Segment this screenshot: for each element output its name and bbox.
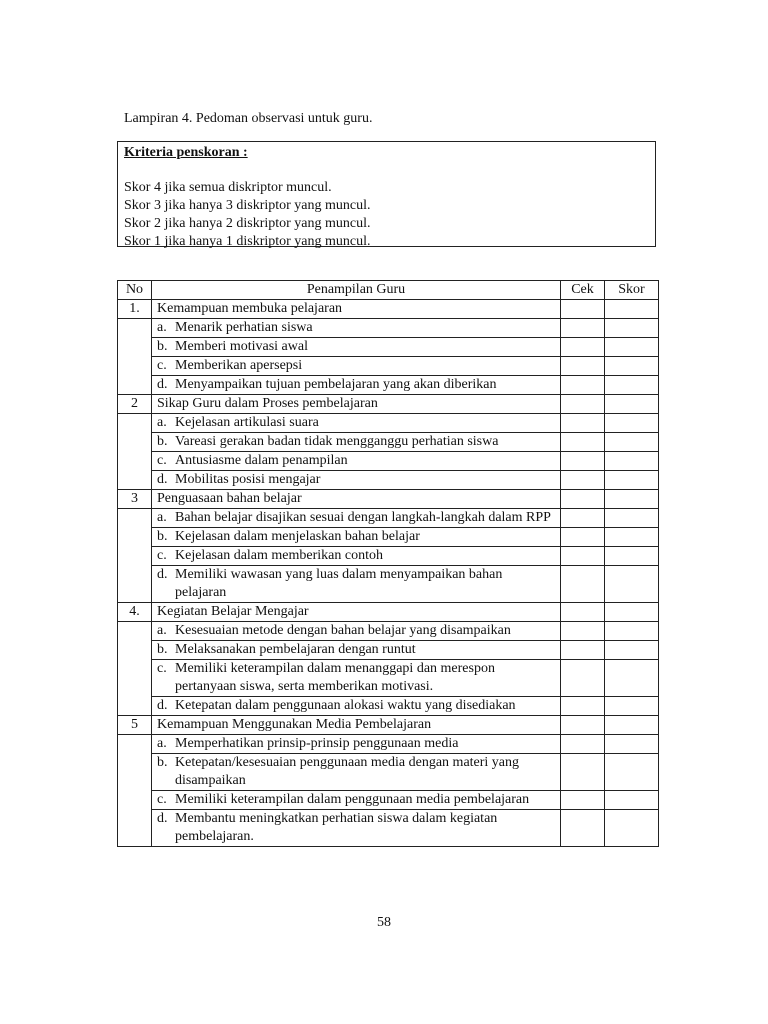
indicator-text: Antusiasme dalam penampilan [175,453,348,468]
criteria-title: Kriteria penskoran : [124,145,248,160]
indicator-text: Bahan belajar disajikan sesuai dengan langkah-langkah dalam RPP [175,510,551,525]
indicator-text: Ketepatan/kesesuaian penggunaan media dengan materi yang disampaikan [175,755,520,788]
indicator-text: Membantu meningkatkan perhatian siswa dalam kegiatan pembelajaran. [175,811,498,844]
indicator-row [118,509,659,528]
skor-cell[interactable] [605,547,659,566]
skor-cell[interactable] [605,395,659,414]
scoring-criteria-box [117,141,656,247]
cek-cell[interactable] [561,528,605,547]
indicator-letter: c. [157,792,167,807]
indicator-cell [152,319,561,338]
cek-cell[interactable] [561,622,605,641]
section-number-spacer [118,414,152,490]
criteria-line: Skor 1 jika hanya 1 diskriptor yang muncul. [124,234,371,249]
indicator-cell [152,641,561,660]
indicator-row [118,433,659,452]
section-number-spacer [118,319,152,395]
section-title: Kegiatan Belajar Mengajar [152,603,561,622]
skor-cell[interactable] [605,509,659,528]
indicator-letter: c. [157,548,167,563]
cek-cell[interactable] [561,603,605,622]
skor-cell[interactable] [605,660,659,697]
indicator-letter: a. [157,736,167,751]
indicator-cell [152,414,561,433]
cek-cell[interactable] [561,509,605,528]
cek-cell[interactable] [561,376,605,395]
criteria-line: Skor 2 jika hanya 2 diskriptor yang muncul. [124,216,371,231]
indicator-cell [152,810,561,847]
section-title: Kemampuan Menggunakan Media Pembelajaran [152,716,561,735]
indicator-row [118,735,659,754]
section-title: Sikap Guru dalam Proses pembelajaran [152,395,561,414]
section-title: Penguasaan bahan belajar [152,490,561,509]
cek-cell[interactable] [561,716,605,735]
skor-cell[interactable] [605,716,659,735]
indicator-row [118,338,659,357]
indicator-letter: b. [157,755,168,770]
indicator-letter: a. [157,510,167,525]
indicator-text: Memiliki wawasan yang luas dalam menyampaikan bahan pelajaran [175,567,503,600]
indicator-text: Kejelasan artikulasi suara [175,415,319,430]
indicator-row [118,810,659,847]
skor-cell[interactable] [605,735,659,754]
cek-cell[interactable] [561,566,605,603]
indicator-cell [152,357,561,376]
cek-cell[interactable] [561,471,605,490]
indicator-row [118,660,659,697]
indicator-row [118,357,659,376]
skor-cell[interactable] [605,697,659,716]
indicator-cell [152,338,561,357]
cek-cell[interactable] [561,641,605,660]
section-number-spacer [118,735,152,847]
skor-cell[interactable] [605,338,659,357]
cek-cell[interactable] [561,735,605,754]
indicator-cell [152,791,561,810]
indicator-row [118,791,659,810]
indicator-row [118,754,659,791]
indicator-letter: d. [157,377,168,392]
header-cek: Cek [561,281,605,300]
indicator-cell [152,433,561,452]
indicator-letter: b. [157,339,168,354]
indicator-cell [152,566,561,603]
indicator-text: Vareasi gerakan badan tidak mengganggu perhatian siswa [175,434,499,449]
indicator-cell [152,754,561,791]
skor-cell[interactable] [605,471,659,490]
section-title: Kemampuan membuka pelajaran [152,300,561,319]
indicator-cell [152,471,561,490]
skor-cell[interactable] [605,319,659,338]
indicator-text: Kesesuaian metode dengan bahan belajar yang disampaikan [175,623,511,638]
header-skor: Skor [605,281,659,300]
cek-cell[interactable] [561,490,605,509]
indicator-letter: b. [157,434,168,449]
indicator-letter: d. [157,472,168,487]
indicator-letter: c. [157,453,167,468]
skor-cell[interactable] [605,641,659,660]
indicator-row [118,452,659,471]
indicator-cell [152,735,561,754]
criteria-spacer [124,162,649,179]
indicator-text: Menyampaikan tujuan pembelajaran yang akan diberikan [175,377,497,392]
indicator-letter: d. [157,811,168,826]
cek-cell[interactable] [561,338,605,357]
skor-cell[interactable] [605,791,659,810]
indicator-row [118,528,659,547]
skor-cell[interactable] [605,622,659,641]
indicator-letter: c. [157,358,167,373]
indicator-cell [152,376,561,395]
indicator-text: Menarik perhatian siswa [175,320,313,335]
indicator-letter: c. [157,661,167,676]
section-number-spacer [118,622,152,716]
skor-cell[interactable] [605,357,659,376]
section-number: 5 [118,716,152,735]
indicator-row [118,547,659,566]
indicator-text: Kejelasan dalam menjelaskan bahan belajar [175,529,420,544]
skor-cell[interactable] [605,754,659,791]
indicator-letter: d. [157,698,168,713]
indicator-cell [152,660,561,697]
page-number: 58 [377,915,391,930]
indicator-text: Memperhatikan prinsip-prinsip penggunaan media [175,736,459,751]
indicator-row [118,471,659,490]
indicator-row [118,697,659,716]
indicator-letter: a. [157,623,167,638]
indicator-cell [152,622,561,641]
section-number: 2 [118,395,152,414]
section-number: 4. [118,603,152,622]
indicator-text: Memberi motivasi awal [175,339,308,354]
indicator-row [118,641,659,660]
indicator-cell [152,509,561,528]
cek-cell[interactable] [561,660,605,697]
section-row [118,395,659,414]
cek-cell[interactable] [561,791,605,810]
indicator-row [118,622,659,641]
table-body [118,300,659,847]
cek-cell[interactable] [561,547,605,566]
table-header-row [118,281,659,300]
section-number-spacer [118,509,152,603]
header-no: No [118,281,152,300]
indicator-row [118,376,659,395]
cek-cell[interactable] [561,357,605,376]
indicator-row [118,319,659,338]
skor-cell[interactable] [605,810,659,847]
section-row [118,603,659,622]
indicator-text: Ketepatan dalam penggunaan alokasi waktu yang disediakan [175,698,516,713]
indicator-letter: b. [157,529,168,544]
indicator-letter: d. [157,567,168,582]
observation-table [117,280,659,847]
cek-cell[interactable] [561,697,605,716]
skor-cell[interactable] [605,414,659,433]
indicator-cell [152,697,561,716]
cek-cell[interactable] [561,452,605,471]
indicator-cell [152,547,561,566]
skor-cell[interactable] [605,376,659,395]
header-item: Penampilan Guru [152,281,561,300]
skor-cell[interactable] [605,528,659,547]
indicator-letter: a. [157,415,167,430]
criteria-line: Skor 3 jika hanya 3 diskriptor yang muncul. [124,198,371,213]
skor-cell[interactable] [605,452,659,471]
indicator-cell [152,452,561,471]
indicator-text: Memberikan apersepsi [175,358,303,373]
skor-cell[interactable] [605,566,659,603]
skor-cell[interactable] [605,300,659,319]
indicator-row [118,414,659,433]
indicator-letter: b. [157,642,168,657]
indicator-cell [152,528,561,547]
cek-cell[interactable] [561,414,605,433]
indicator-text: Melaksanakan pembelajaran dengan runtut [175,642,416,657]
appendix-caption: Lampiran 4. Pedoman observasi untuk guru. [124,111,373,126]
indicator-text: Kejelasan dalam memberikan contoh [175,548,383,563]
cek-cell[interactable] [561,395,605,414]
indicator-text: Memiliki keterampilan dalam penggunaan media pembelajaran [175,792,530,807]
indicator-letter: a. [157,320,167,335]
indicator-text: Memiliki keterampilan dalam menanggapi dan merespon pertanyaan siswa, serta memberikan motivasi. [175,661,495,694]
cek-cell[interactable] [561,300,605,319]
indicator-text: Mobilitas posisi mengajar [175,472,321,487]
skor-cell[interactable] [605,490,659,509]
cek-cell[interactable] [561,810,605,847]
skor-cell[interactable] [605,603,659,622]
section-row [118,490,659,509]
skor-cell[interactable] [605,433,659,452]
cek-cell[interactable] [561,754,605,791]
section-number: 1. [118,300,152,319]
section-row [118,300,659,319]
cek-cell[interactable] [561,433,605,452]
cek-cell[interactable] [561,319,605,338]
section-row [118,716,659,735]
section-number: 3 [118,490,152,509]
indicator-row [118,566,659,603]
criteria-line: Skor 4 jika semua diskriptor muncul. [124,180,332,195]
